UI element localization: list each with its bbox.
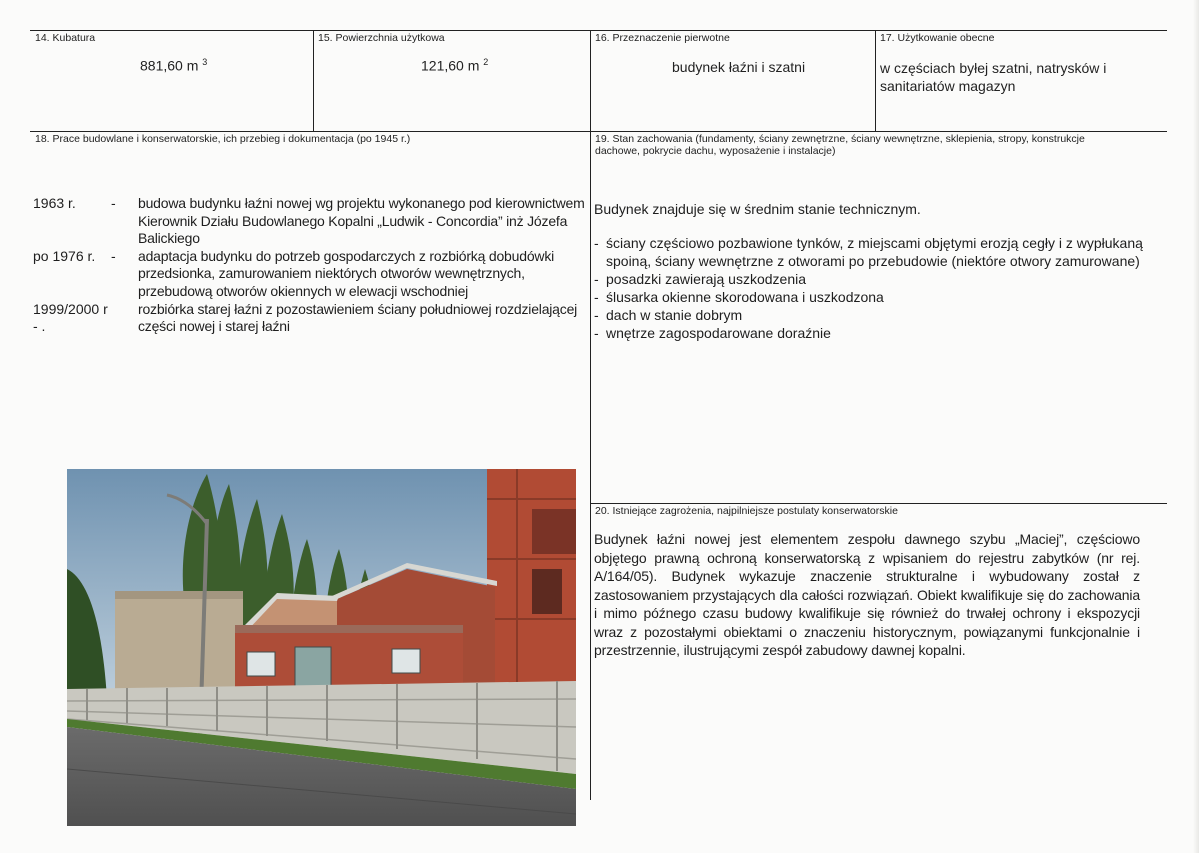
field14-unit-exponent: 3: [202, 57, 208, 67]
col-divider-3: [875, 30, 876, 131]
works-entry-year: 1963 r.: [33, 195, 76, 211]
condition-item-text: dach w stanie dobrym: [606, 307, 743, 323]
condition-item: [594, 288, 1154, 306]
condition-item: [594, 306, 1154, 324]
condition-item: [594, 234, 1154, 270]
works-entry-year: 1999/2000 r - .: [33, 300, 108, 335]
works-entry-separator: -: [111, 195, 116, 211]
condition-item: [594, 324, 1154, 342]
building-photo: [67, 469, 576, 826]
field15-number: 121,60 m: [421, 57, 480, 74]
field16-value: budynek łaźni i szatni: [672, 59, 806, 75]
condition-item-marker: -: [594, 235, 599, 251]
works-entry: [33, 248, 593, 301]
field15-unit-exponent: 2: [483, 57, 489, 67]
threats-text: Budynek łaźni nowej jest elementem zespołu dawnego szybu „Maciej”, częściowo objętego prawną ochroną konserwatorską z wpisaniem do rejestru zabytków (nr rej. A/164/05). Budynek wykazuje znaczenie strukturalne i wybudowany został z zastosowaniem przystających dla całości rozwiązań. Obiekt kwalifikuje się do zachowania i mimo późnego czasu budowy kwalifikuje się również do trwałej ochrony i ekspozycji wraz z pozostałymi obiektami o znaczeniu historycznym, powiązanymi funkcjonalnie i przestrzennie, ilustrującymi zespół zabudowy dawnej kopalni.: [594, 531, 1140, 658]
works-list: [33, 195, 593, 336]
building-photo-drawing: [67, 469, 576, 826]
row-divider-2: [590, 503, 1167, 504]
condition-intro: Budynek znajduje się w średnim stanie technicznym.: [594, 201, 921, 217]
photo-red-tower: [487, 469, 576, 689]
field18-caption: 18. Prace budowlane i konserwatorskie, ich przebieg i dokumentacja (po 1945 r.): [35, 133, 411, 145]
field14-number: 881,60 m: [140, 57, 199, 74]
works-entry-text: budowa budynku łaźni nowej wg projektu wykonanego pod kierownictwem Kierownik Działu Budowlanego Kopalni „Ludwik - Concordia” inż Józefa Balickiego: [138, 195, 585, 247]
field15-value: [421, 57, 488, 74]
photo-concrete-block: [115, 597, 243, 692]
field20-caption: 20. Istniejące zagrożenia, najpilniejsze postulaty konserwatorskie: [595, 505, 898, 517]
works-entry: [33, 195, 593, 248]
condition-item-text: ściany częściowo pozbawione tynków, z miejscami objętymi erozją cegły i z wypłukaną spoiną, ściany wewnętrzne z otworami po przebudowie (niektóre otwory zamurowane): [606, 235, 1143, 269]
condition-item-text: wnętrze zagospodarowane doraźnie: [606, 325, 831, 341]
top-rule: [30, 30, 1167, 31]
field14-value: [140, 57, 207, 74]
condition-item-text: posadzki zawierają uszkodzenia: [606, 271, 806, 287]
col-divider-2: [590, 30, 591, 800]
condition-item-marker: -: [594, 289, 599, 305]
works-entry: [33, 301, 593, 336]
works-entry-text: adaptacja budynku do potrzeb gospodarczych z rozbiórką dobudówki przedsionka, zamurowaniem niektórych otworów wewnętrznych, przebudową otworów okiennych w elewacji wschodniej: [138, 247, 555, 299]
row-divider-1: [30, 131, 1167, 132]
col-divider-1: [313, 30, 314, 131]
field19-caption: 19. Stan zachowania (fundamenty, ściany zewnętrzne, ściany wewnętrzne, sklepienia, stropy, konstrukcje dachowe, pokrycie dachu, wyposażenie i instalacje): [595, 133, 1085, 157]
field16-caption: 16. Przeznaczenie pierwotne: [595, 32, 730, 44]
scan-edge-shadow: [1193, 0, 1199, 853]
field17-value: w częściach byłej szatni, natrysków i sanitariatów magazyn: [880, 60, 1107, 94]
condition-item-marker: -: [594, 271, 599, 287]
condition-item: [594, 270, 1154, 288]
works-entry-separator: -: [111, 247, 116, 264]
condition-item-marker: -: [594, 325, 599, 341]
condition-item-marker: -: [594, 307, 599, 323]
works-entry-text: rozbiórka starej łaźni z pozostawieniem ściany południowej rozdzielającej części nowej i starej łaźni: [138, 300, 578, 335]
works-entry-year: po 1976 r.: [33, 247, 96, 264]
condition-section: [594, 200, 1154, 342]
field14-caption: 14. Kubatura: [35, 32, 96, 44]
field17-caption: 17. Użytkowanie obecne: [880, 32, 995, 44]
field15-caption: 15. Powierzchnia użytkowa: [318, 32, 445, 44]
condition-item-text: ślusarka okienne skorodowana i uszkodzona: [606, 289, 884, 305]
